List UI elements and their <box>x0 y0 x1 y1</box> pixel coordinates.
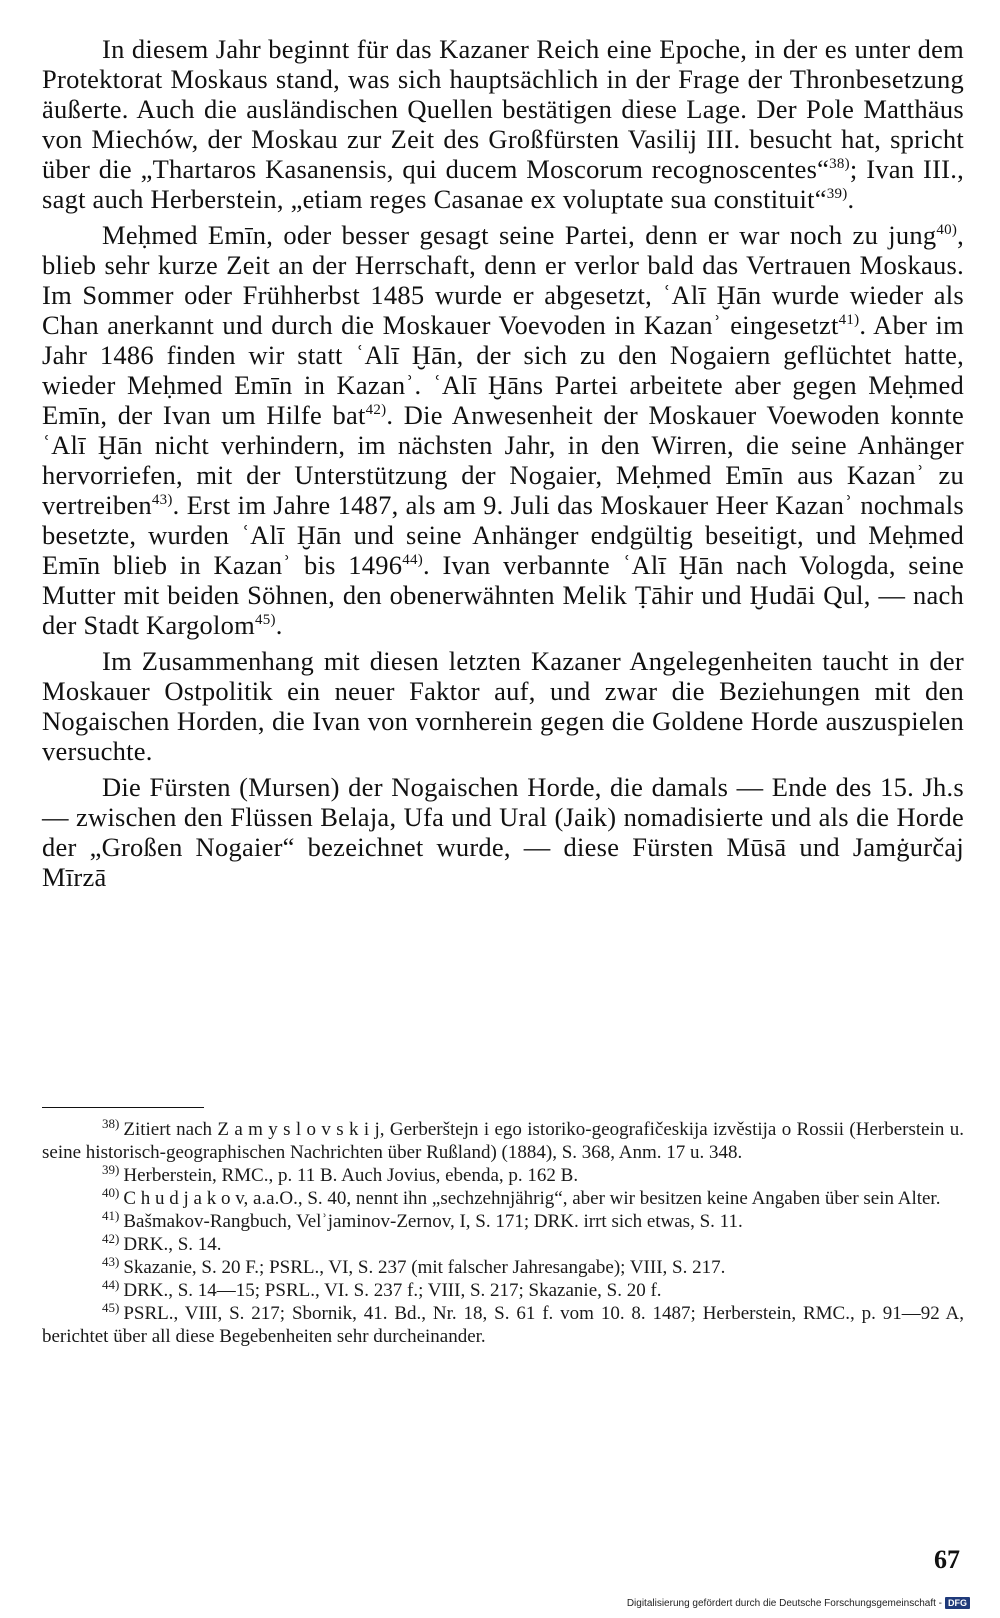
main-text <box>42 34 964 892</box>
footnote-number: 41) <box>102 1207 120 1223</box>
text-run: . Die Anwesenheit der Moskauer Voewoden konnte ʿAlī Ḫān nicht verhindern, im nächsten Jahr, in den Wirren, die seine Anhänger hervorriefen, mit der Unterstützung der Nogaier, Meḥmed Emīn aus Kazanʾ zu vertreiben <box>42 400 964 520</box>
footnote-number: 42) <box>102 1230 120 1246</box>
footnotes <box>42 1115 964 1348</box>
footnote-text: DRK., S. 14—15; PSRL., VI. S. 237 f.; VIII, S. 217; Skazanie, S. 20 f. <box>123 1280 662 1301</box>
footnote-number: 43) <box>102 1253 120 1269</box>
digitization-credit-text: Digitalisierung gefördert durch die Deutsche Forschungsgemeinschaft - <box>626 1597 942 1609</box>
footnote-ref: 43) <box>151 492 173 509</box>
paragraph <box>42 646 964 766</box>
text-run: , blieb sehr kurze Zeit an der Herrschaft, denn er verlor bald das Vertrauen Moskaus. Im Sommer oder Frühherbst 1485 wurde er abgesetzt, ʿAlī Ḫān wurde wieder als Chan anerkannt und durch die Moskauer Voevoden in Kazanʾ eingesetzt <box>42 220 964 340</box>
footnote <box>42 1230 964 1256</box>
footnote-number: 39) <box>102 1161 120 1177</box>
text-run: . <box>275 610 283 640</box>
footnote-text: Bašmakov-Rangbuch, Velʾjaminov-Zernov, I, S. 171; DRK. irrt sich etwas, S. 11. <box>123 1211 743 1232</box>
footnote-number: 38) <box>102 1115 120 1131</box>
footnote <box>42 1299 964 1348</box>
footnote-ref: 39) <box>826 186 848 203</box>
footnote-number: 40) <box>102 1184 120 1200</box>
footnote-text: C h u d j a k o v, a.a.O., S. 40, nennt ihn „sechzehnjährig“, aber wir besitzen keine Angaben über sein Alter. <box>123 1188 941 1209</box>
footnote-ref: 42) <box>365 402 387 419</box>
footnote-text: Skazanie, S. 20 F.; PSRL., VI, S. 237 (mit falscher Jahresangabe); VIII, S. 217. <box>123 1257 726 1278</box>
footnote <box>42 1207 964 1233</box>
paragraph <box>42 772 964 892</box>
text-run: . Erst im Jahre 1487, als am 9. Juli das Moskauer Heer Kazanʾ nochmals besetzte, wurden ʿAlī Ḫān und seine Anhänger endgültig beseitigt, und Meḥmed Emīn blieb in Kazanʾ bis 1496 <box>42 490 964 580</box>
footnote-text: PSRL., VIII, S. 217; Sbornik, 41. Bd., Nr. 18, S. 61 f. vom 10. 8. 1487; Herberstein, RMC., p. 91—92 A, berichtet über all diese Begebenheiten sehr durcheinander. <box>42 1303 964 1347</box>
footnote-ref: 44) <box>402 552 424 569</box>
footnote <box>42 1115 964 1164</box>
text-run: In diesem Jahr beginnt für das Kazaner Reich eine Epoche, in der es unter dem Protektorat Moskaus stand, was sich hauptsächlich in der Frage der Thronbesetzung äußerte. Auch die ausländischen Quellen bestätigen diese Lage. Der Pole Matthäus von Miechów, der Moskau zur Zeit des Großfürsten Vasilij III. besucht hat, spricht über die „Thartaros Kasanensis, qui ducem Moscorum recognoscentes“ <box>42 34 964 184</box>
text-run: Die Fürsten (Mursen) der Nogaischen Horde, die damals — Ende des 15. Jh.s — zwischen den Flüssen Belaja, Ufa und Ural (Jaik) nomadisierte und als die Horde der „Großen Nogaier“ bezeichnet wurde, — diese Fürsten Mūsā und Jamġurčaj Mīrzā <box>42 772 964 892</box>
page-number: 67 <box>934 1545 960 1574</box>
text-run: . Aber im Jahr 1486 finden wir statt ʿAlī Ḫān, der sich zu den Nogaiern geflüchtet hatte, wieder Meḥmed Emīn in Kazanʾ. ʿAlī Ḫāns Partei arbeitete aber gegen Meḥmed Emīn, der Ivan um Hilfe bat <box>42 310 964 430</box>
text-run: ; Ivan III., sagt auch Herberstein, „etiam reges Casanae ex voluptate sua constituit“ <box>42 154 964 214</box>
paragraph <box>42 220 964 640</box>
footnote <box>42 1184 964 1210</box>
footnote <box>42 1276 964 1302</box>
footnote <box>42 1161 964 1187</box>
footnote-number: 44) <box>102 1276 120 1292</box>
footnote-ref: 38) <box>829 156 850 173</box>
text-run: . Ivan verbannte ʿAlī Ḫān nach Vologda, seine Mutter mit beiden Söhnen, den obenerwähnten Melik Ṭāhir und Ḫudāi Qul, — nach der Stadt Kargolom <box>42 550 964 640</box>
footnote-ref: 40) <box>936 222 958 239</box>
footnote <box>42 1253 964 1279</box>
dfg-logo-icon: DFG <box>945 1597 970 1609</box>
text-run: . <box>847 184 855 214</box>
footnote-ref: 45) <box>255 612 276 629</box>
paragraph <box>42 34 964 214</box>
text-run: Meḥmed Emīn, oder besser gesagt seine Partei, denn er war noch zu jung <box>102 220 937 250</box>
footnote-text: DRK., S. 14. <box>123 1234 222 1255</box>
footnote-ref: 41) <box>838 312 860 329</box>
footnote-text: Herberstein, RMC., p. 11 B. Auch Jovius, ebenda, p. 162 B. <box>123 1165 579 1186</box>
text-run: Im Zusammenhang mit diesen letzten Kazaner Angelegenheiten taucht in der Moskauer Ostpolitik ein neuer Faktor auf, und zwar die Beziehungen mit den Nogaischen Horden, die Ivan von vornherein gegen die Goldene Horde auszuspielen versuchte. <box>42 646 964 766</box>
footnote-text: Zitiert nach Z a m y s l o v s k i j, Gerberštejn i ego istoriko-geografičeskija izvěstija o Rossii (Herberstein u. seine historisch-geographischen Nachrichten über Rußland) (1884), S. 368, Anm. 17 u. 348. <box>42 1119 964 1163</box>
footnote-number: 45) <box>102 1299 120 1315</box>
digitization-credit <box>627 1597 970 1609</box>
footnote-divider <box>42 1107 204 1108</box>
